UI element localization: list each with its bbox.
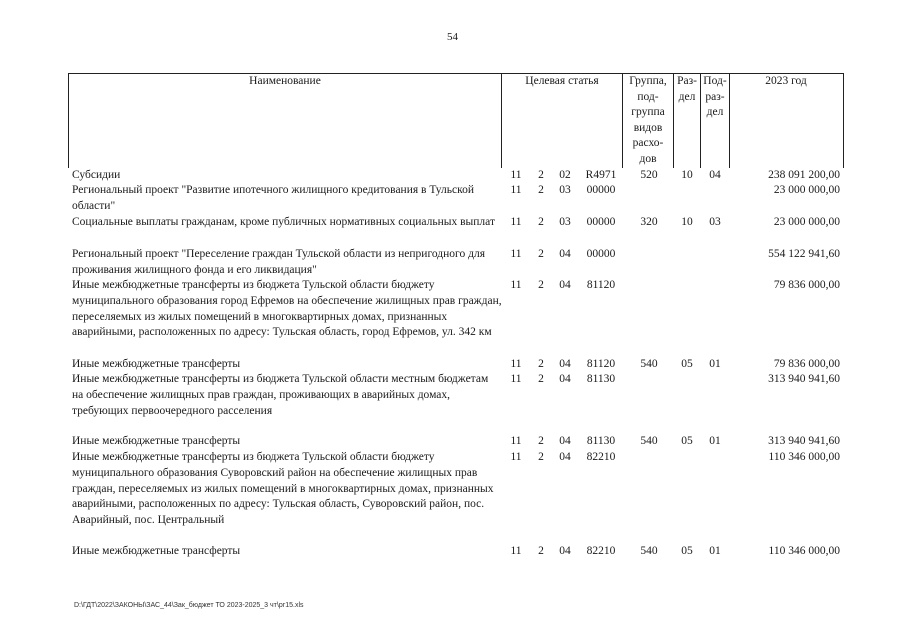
row-c5: 540 [640,358,658,370]
row-c1: 11 [510,279,522,291]
row-c1: 11 [510,545,522,557]
row-c4: 00000 [586,216,616,228]
row-c2: 2 [538,358,544,370]
row-c4: 82210 [586,451,616,463]
row-name: Региональный проект "Переселение граждан Тульской области из непригодного для проживания жилищного фонда и его ликвидация" [72,248,485,276]
row-amount: 110 346 000,00 [768,545,840,557]
row-c1: 11 [510,169,522,181]
row-c6: 10 [681,216,693,228]
row-amount: 238 091 200,00 [768,169,840,181]
row-c1: 11 [510,184,522,196]
row-c5: 540 [640,435,658,447]
row-c1: 11 [510,248,522,260]
row-c2: 2 [538,248,544,260]
row-amount: 23 000 000,00 [773,184,840,196]
header-group: Группа, под- группа видов расхо- дов [629,75,667,165]
row-name: Иные межбюджетные трансферты [72,358,241,370]
row-c6: 10 [681,169,693,181]
row-name: Иные межбюджетные трансферты из бюджета Тульской области бюджету муниципального образования город Ефремов на обеспечение жилищных прав граждан, переселяемых из жилых помещений в многоквартирных домах, признанных аварийными, расположенных по адресу: Тульская область, город Ефремов, ул. 342 км [72,279,502,339]
row-c7: 01 [709,358,721,370]
row-c3: 03 [559,184,571,196]
row-c6: 05 [681,545,693,557]
footer-file-path: D:\ГДТ\2022\ЗАКОНЫ\ЗАС_44\Зак_бюджет ТО 2023-2025_3 чт\рг15.xls [74,602,304,609]
page-number: 54 [447,31,458,43]
row-c2: 2 [538,169,544,181]
row-c3: 04 [559,279,571,291]
row-amount: 79 836 000,00 [773,358,840,370]
header-section: Раз- дел [677,75,697,103]
row-c3: 04 [559,248,571,260]
row-c2: 2 [538,373,544,385]
row-c3: 04 [559,373,571,385]
row-amount: 554 122 941,60 [768,248,840,260]
row-name: Социальные выплаты гражданам, кроме публичных нормативных социальных выплат [72,216,495,228]
row-c1: 11 [510,435,522,447]
row-name: Субсидии [72,169,121,181]
row-c4: 81130 [586,373,616,385]
row-name: Иные межбюджетные трансферты [72,435,241,447]
row-amount: 110 346 000,00 [768,451,840,463]
row-c6: 05 [681,435,693,447]
row-name: Иные межбюджетные трансферты из бюджета Тульской области местным бюджетам на обеспечение жилищных прав граждан, проживающих в аварийных домах, требующих первоочередного расселения [72,373,489,417]
row-c4: R4971 [585,169,617,181]
row-c5: 520 [640,169,658,181]
row-c2: 2 [538,216,544,228]
row-c4: 81120 [586,279,616,291]
row-c3: 04 [559,435,571,447]
row-c4: 82210 [586,545,616,557]
row-c7: 03 [709,216,721,228]
row-c1: 11 [510,451,522,463]
row-c2: 2 [538,279,544,291]
row-c7: 01 [709,435,721,447]
row-amount: 23 000 000,00 [773,216,840,228]
row-c2: 2 [538,545,544,557]
row-c1: 11 [510,216,522,228]
row-c2: 2 [538,184,544,196]
row-c4: 81130 [586,435,616,447]
row-c6: 05 [681,358,693,370]
row-c2: 2 [538,435,544,447]
header-name: Наименование [249,75,321,87]
row-amount: 313 940 941,60 [768,373,840,385]
header-subsection: Под- раз- дел [703,75,727,118]
row-c3: 04 [559,451,571,463]
row-c7: 04 [709,169,721,181]
row-c5: 320 [640,216,658,228]
row-c4: 00000 [586,184,616,196]
row-c3: 04 [559,358,571,370]
row-c1: 11 [510,358,522,370]
row-c7: 01 [709,545,721,557]
row-c2: 2 [538,451,544,463]
row-c5: 540 [640,545,658,557]
row-c3: 02 [559,169,571,181]
header-target-item: Целевая статья [525,75,599,87]
row-name: Региональный проект "Развитие ипотечного жилищного кредитования в Тульской области" [72,184,475,212]
row-c3: 04 [559,545,571,557]
row-amount: 79 836 000,00 [773,279,840,291]
row-name: Иные межбюджетные трансферты [72,545,241,557]
row-c3: 03 [559,216,571,228]
header-year: 2023 год [765,75,807,87]
row-c1: 11 [510,373,522,385]
row-c4: 00000 [586,248,616,260]
row-name: Иные межбюджетные трансферты из бюджета Тульской области бюджету муниципального образования Суворовский район на обеспечение жилищных прав граждан, переселяемых из жилых помещений в многоквартирных домах, признанных аварийными, расположенных по адресу: Тульская область, Суворовский район, пос. Аварийный, пос. Центральный [72,451,494,527]
row-c4: 81120 [586,358,616,370]
row-amount: 313 940 941,60 [768,435,840,447]
